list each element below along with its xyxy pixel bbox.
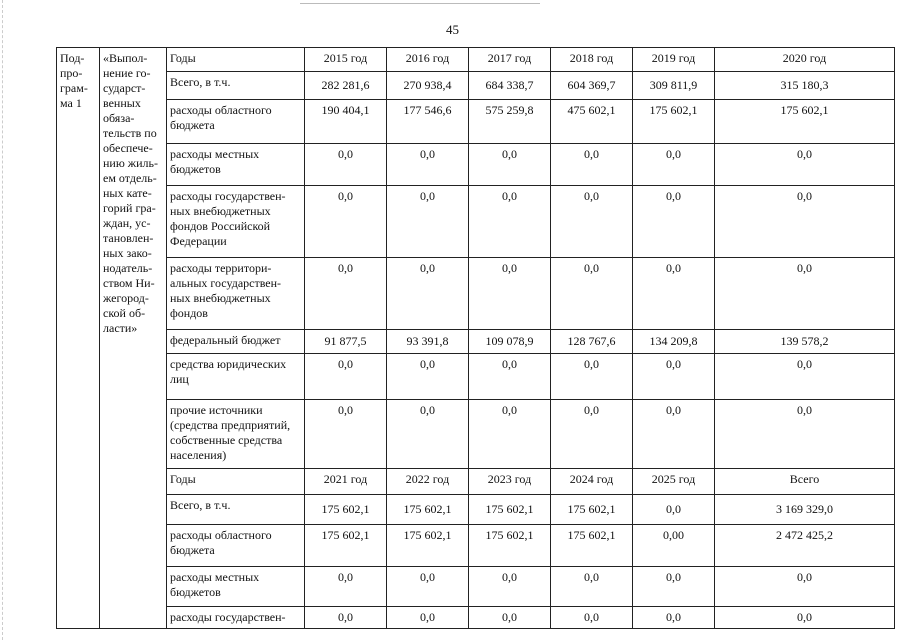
value-cell: 91 877,5 [305,330,387,354]
value-cell: 0,0 [633,354,715,400]
budget-table [56,47,895,629]
text-line: ством Ни- [103,276,155,290]
text-line: бюджетов [170,162,221,176]
value-cell: 93 391,8 [387,330,469,354]
value-cell: 0,0 [633,567,715,607]
value-cell: 0,0 [469,144,551,186]
value-cell: 0,0 [551,354,633,400]
years-label-cell: Годы [167,469,305,495]
row-label-cell [167,400,305,469]
table-row [57,330,895,354]
value-cell: 0,0 [387,258,469,330]
value-cell: 175 602,1 [387,495,469,525]
text-line: расходы местных [170,570,260,584]
value-cell: 109 078,9 [469,330,551,354]
value-cell: 0,0 [387,567,469,607]
table-row [57,144,895,186]
year-header-cell: 2015 год [305,48,387,72]
row-label-cell [167,72,305,100]
year-header-cell: 2024 год [551,469,633,495]
value-cell: 0,0 [551,400,633,469]
value-cell: 175 602,1 [469,495,551,525]
year-header-cell: 2016 год [387,48,469,72]
text-line: альных государствен- [170,276,282,290]
value-cell: 175 602,1 [469,525,551,567]
text-line: фондов Российской [170,219,271,233]
row-label-cell [167,258,305,330]
table-row [57,495,895,525]
value-cell: 684 338,7 [469,72,551,100]
value-cell: 604 369,7 [551,72,633,100]
text-line: венных [103,96,141,110]
text-line: обеспече- [103,141,153,155]
value-cell: 0,0 [633,258,715,330]
value-cell: 0,0 [469,607,551,629]
text-line: ласти» [103,321,138,335]
text-line: тановлен- [103,231,154,245]
value-cell: 0,0 [305,258,387,330]
value-cell: 0,0 [633,607,715,629]
text-line: обяза- [103,111,135,125]
value-cell: 0,0 [469,186,551,258]
page-edge-marks [2,0,3,640]
year-header-cell: 2019 год [633,48,715,72]
text-line: ма 1 [60,96,82,110]
value-cell: 0,0 [387,400,469,469]
value-cell: 0,0 [469,354,551,400]
years-label-cell: Годы [167,48,305,72]
text-line: тельств по [103,126,157,140]
value-cell: 0,00 [633,525,715,567]
text-line: ных внебюджетных [170,204,271,218]
table-row [57,525,895,567]
year-header-cell: 2022 год [387,469,469,495]
value-cell: 0,0 [305,400,387,469]
text-line: ждан, ус- [103,216,151,230]
value-cell: 575 259,8 [469,100,551,144]
row-label-cell [167,525,305,567]
subprogram-name-cell [100,48,167,629]
table-row [57,258,895,330]
text-line: бюджетов [170,585,221,599]
text-line: нию жиль- [103,156,158,170]
value-cell: 2 472 425,2 [715,525,895,567]
text-line: нение го- [103,66,151,80]
value-cell: 0,0 [469,400,551,469]
row-label-cell [167,144,305,186]
value-cell: 175 602,1 [305,525,387,567]
table-row [57,72,895,100]
table-row [57,567,895,607]
row-label-cell [167,354,305,400]
text-line: фондов [170,306,208,320]
text-line: расходы государствен- [170,610,286,624]
value-cell: 175 602,1 [551,495,633,525]
text-line: ской об- [103,306,146,320]
text-line: грам- [60,81,88,95]
text-line: бюджета [170,543,215,557]
text-line: Федерации [170,234,227,248]
value-cell: 0,0 [715,354,895,400]
value-cell: 175 602,1 [387,525,469,567]
text-line: про- [60,66,83,80]
text-line: горий гра- [103,201,156,215]
year-header-cell: 2020 год [715,48,895,72]
text-line: (средства предприятий, [170,418,291,432]
value-cell: 0,0 [387,354,469,400]
text-line: ем отдель- [103,171,157,185]
value-cell: 175 602,1 [715,100,895,144]
top-rule [300,3,540,4]
table-row [57,400,895,469]
table-row [57,100,895,144]
value-cell: 475 602,1 [551,100,633,144]
text-line: жегород- [103,291,149,305]
page-number: 45 [446,22,459,37]
value-cell: 0,0 [305,186,387,258]
text-line: собственные средства [170,433,283,447]
year-header-row [57,48,895,72]
value-cell: 0,0 [633,186,715,258]
row-label-cell [167,330,305,354]
table-row [57,186,895,258]
text-line: Всего, в т.ч. [170,498,231,512]
table-row [57,354,895,400]
table-row [57,607,895,629]
value-cell: 0,0 [715,567,895,607]
value-cell: 282 281,6 [305,72,387,100]
value-cell: 0,0 [551,567,633,607]
text-line: нодатель- [103,261,153,275]
year-header-row [57,469,895,495]
text-line: сударст- [103,81,146,95]
value-cell: 0,0 [387,607,469,629]
text-line: ных кате- [103,186,152,200]
year-header-cell: Всего [715,469,895,495]
value-cell: 0,0 [551,186,633,258]
text-line: прочие источники [170,403,263,417]
value-cell: 0,0 [305,607,387,629]
text-line: ных зако- [103,246,152,260]
value-cell: 134 209,8 [633,330,715,354]
row-label-cell [167,607,305,629]
text-line: населения) [170,448,227,462]
text-line: «Выпол- [103,51,148,65]
value-cell: 0,0 [633,495,715,525]
value-cell: 175 602,1 [551,525,633,567]
year-header-cell: 2023 год [469,469,551,495]
value-cell: 0,0 [305,144,387,186]
value-cell: 128 767,6 [551,330,633,354]
value-cell: 309 811,9 [633,72,715,100]
text-line: расходы территори- [170,261,272,275]
text-line: лиц [170,372,189,386]
value-cell: 190 404,1 [305,100,387,144]
value-cell: 0,0 [551,144,633,186]
value-cell: 0,0 [715,607,895,629]
row-label-cell [167,186,305,258]
row-label-cell [167,100,305,144]
text-line: расходы областного [170,103,272,117]
value-cell: 0,0 [715,258,895,330]
value-cell: 0,0 [469,567,551,607]
value-cell: 139 578,2 [715,330,895,354]
text-line: ных внебюджетных [170,291,271,305]
text-line: Под- [60,51,85,65]
value-cell: 0,0 [305,567,387,607]
value-cell: 0,0 [715,144,895,186]
text-line: расходы местных [170,147,260,161]
subprogram-code-cell [57,48,100,629]
value-cell: 0,0 [387,144,469,186]
value-cell: 3 169 329,0 [715,495,895,525]
text-line: Всего, в т.ч. [170,75,231,89]
value-cell: 0,0 [305,354,387,400]
year-header-cell: 2025 год [633,469,715,495]
text-line: расходы областного [170,528,272,542]
value-cell: 0,0 [715,400,895,469]
year-header-cell: 2021 год [305,469,387,495]
value-cell: 175 602,1 [305,495,387,525]
year-header-cell: 2018 год [551,48,633,72]
value-cell: 315 180,3 [715,72,895,100]
value-cell: 0,0 [633,144,715,186]
value-cell: 0,0 [715,186,895,258]
value-cell: 0,0 [633,400,715,469]
value-cell: 270 938,4 [387,72,469,100]
year-header-cell: 2017 год [469,48,551,72]
text-line: бюджета [170,118,215,132]
row-label-cell [167,495,305,525]
value-cell: 0,0 [387,186,469,258]
value-cell: 0,0 [469,258,551,330]
value-cell: 0,0 [551,607,633,629]
value-cell: 0,0 [551,258,633,330]
value-cell: 177 546,6 [387,100,469,144]
text-line: федеральный бюджет [170,333,281,347]
value-cell: 175 602,1 [633,100,715,144]
row-label-cell [167,567,305,607]
text-line: средства юридических [170,357,287,371]
text-line: расходы государствен- [170,189,286,203]
